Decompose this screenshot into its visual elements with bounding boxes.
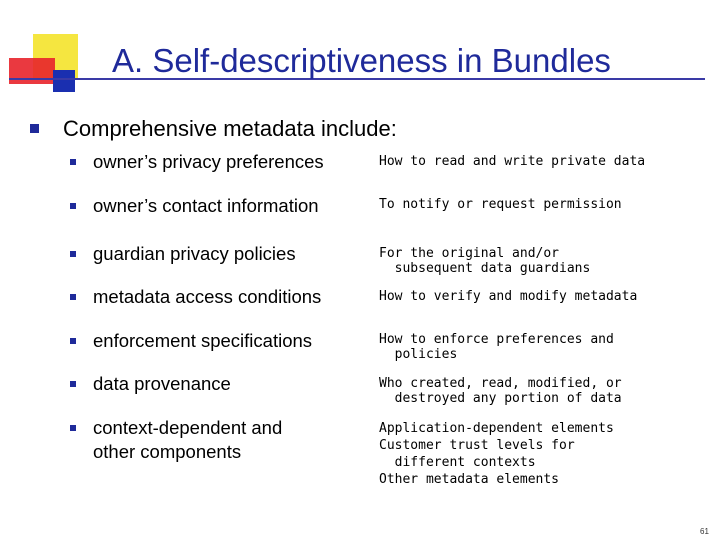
main-bullet-icon: [30, 124, 39, 133]
item-label: owner’s contact information: [93, 195, 319, 216]
logo-blue-square: [53, 70, 75, 92]
sub-bullet-icon: [70, 338, 76, 344]
sub-bullet-icon: [70, 381, 76, 387]
item-note: How to read and write private data: [379, 154, 646, 169]
sub-bullet-icon: [70, 203, 76, 209]
item-note: To notify or request permission: [379, 197, 622, 212]
item-label: enforcement specifications: [93, 330, 313, 351]
item-label: context-dependent and other components: [93, 417, 283, 462]
page-number: 61: [700, 527, 709, 536]
item-note: How to enforce preferences and policies: [379, 332, 614, 362]
item-note: How to verify and modify metadata: [379, 289, 638, 304]
item-label: data provenance: [93, 373, 231, 394]
item-note: For the original and/or subsequent data guardians: [379, 246, 591, 276]
item-note: Who created, read, modified, or destroyed any portion of data: [379, 376, 622, 406]
sub-bullet-icon: [70, 294, 76, 300]
sub-bullet-icon: [70, 251, 76, 257]
main-point: Comprehensive metadata include:: [63, 116, 397, 141]
logo-red-bar: [9, 58, 55, 84]
sub-bullet-icon: [70, 159, 76, 165]
item-note: Application-dependent elements Customer trust levels for different contexts Other metadata elements: [379, 421, 614, 487]
item-label: owner’s privacy preferences: [93, 151, 324, 172]
sub-bullet-icon: [70, 425, 76, 431]
item-label: metadata access conditions: [93, 286, 322, 307]
item-label: guardian privacy policies: [93, 243, 296, 264]
slide-title: A. Self-descriptiveness in Bundles: [112, 42, 611, 79]
